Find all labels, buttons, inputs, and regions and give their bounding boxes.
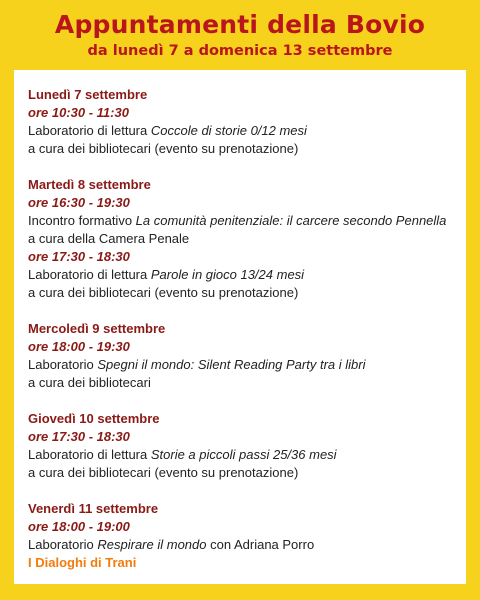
event-note: a cura dei bibliotecari (evento su prenotazione) [28,465,299,480]
day-heading: Giovedì 10 settembre [28,411,160,426]
day-block [28,86,452,158]
event-title: Parole in gioco 13/24 mesi [150,267,305,282]
day-block [28,410,452,482]
organizer-name: I Dialoghi di Trani [28,555,137,570]
day-heading: Lunedì 7 settembre [28,87,148,102]
event-type: Laboratorio [28,537,98,552]
event-description [28,266,452,284]
event-type: Laboratorio di lettura [28,123,151,138]
day-heading: Mercoledì 9 settembre [28,321,166,336]
event-type: Incontro formativo [28,213,136,228]
event-type: Laboratorio [28,357,98,372]
event-note: a cura dei bibliotecari (evento su prenotazione) [28,141,299,156]
header [0,10,480,60]
day-block [28,176,452,302]
event-title: Respirare il mondo [97,537,207,552]
event-guest: con Adriana Porro [206,537,315,552]
day-block [28,320,452,392]
event-description [28,356,452,374]
event-description [28,536,452,554]
event-time: ore 18:00 - 19:30 [28,339,130,354]
schedule-panel [14,70,466,584]
event-note: a cura dei bibliotecari (evento su prenotazione) [28,285,299,300]
day-heading: Martedì 8 settembre [28,177,151,192]
event-title: Storie a piccoli passi 25/36 mesi [150,447,337,462]
event-time: ore 10:30 - 11:30 [28,105,129,120]
event-title: La comunità penitenziale: il carcere secondo Pennella [135,213,447,228]
event-time: ore 18:00 - 19:00 [28,519,130,534]
page-subtitle: da lunedì 7 a domenica 13 settembre [87,43,393,59]
event-type: Laboratorio di lettura [28,447,151,462]
event-title: Spegni il mondo: Silent Reading Party tra i libri [97,357,366,372]
event-description [28,122,452,140]
page-title: Appuntamenti della Bovio [54,10,426,39]
event-description [28,212,452,230]
event-description [28,446,452,464]
event-type: Laboratorio di lettura [28,267,151,282]
day-heading: Venerdì 11 settembre [28,501,159,516]
day-block [28,500,452,572]
event-note: a cura della Camera Penale [28,231,190,246]
event-time: ore 17:30 - 18:30 [28,429,130,444]
event-title: Coccole di storie 0/12 mesi [150,123,307,138]
event-time: ore 17:30 - 18:30 [28,249,130,264]
event-time: ore 16:30 - 19:30 [28,195,130,210]
event-note: a cura dei bibliotecari [28,375,151,390]
